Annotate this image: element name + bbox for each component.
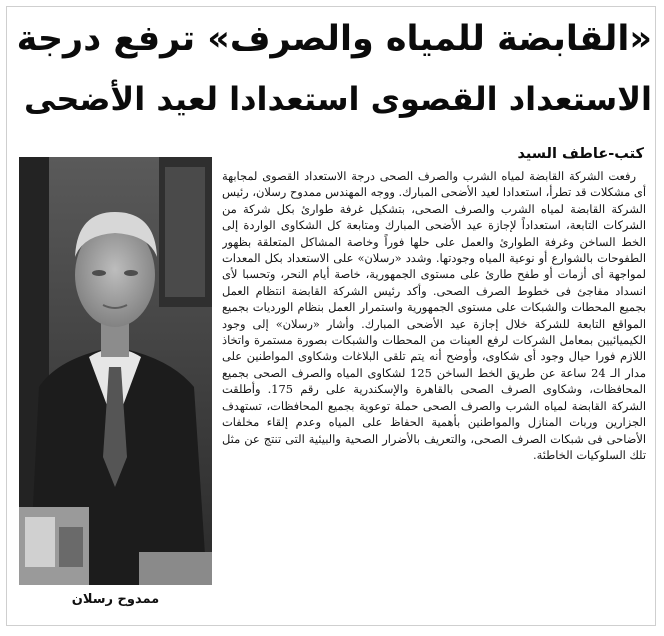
article-body-text: رفعت الشركة القابضة لمياه الشرب والصرف الصحى درجة الاستعداد القصوى لمجابهة أى مشكلات قد تطرأ، استعدادا لعيد الأضحى المبارك. ووجه المهندس ممدوح رسلان، رئيس الشركة القابضة لمياه الشرب والصرف الصحى، بتشكيل غرفة طوارئ بكل شركة من الشركات التابعة، استعداداً لإجازة عيد الأضحى المبارك ومتابعة كل الشكاوى الواردة إلى الخط الساخن وغرفة الطوارئ والعمل على حلها فوراً وخاصة المشاكل المتعلقة بظهور الطفوحات بالشوارع أو نوعية المياه وجودتها. وشدد «رسلان» على الاستعداد بكل المعدات لمواجهة أى أزمات أو طفح طارئ على مستوى الجمهورية، خاصة أيام النحر، وتحسبا لأى انسداد مفاجئ فى خطوط الصرف الصحى. وأكد رئيس الشركة القابضة انتظام العمل بجميع المحطات والشبكات على مستوى الجمهورية واستمرار العمل بنظام الورديات بجميع المواقع التابعة للشركة خلال إجازة عيد الأضحى المبارك. وأشار «رسلان» إلى وجود الكيميائيين بمعامل الشركات لرفع العينات من المحطات والشبكات بصورة مستمرة واتخاذ اللازم فورا حيال وجود أى شكاوى، وأوضح أنه يتم تلقى البلاغات وشكاوى المواطنين على مدار الـ 24 ساعة عن طريق الخط الساخن 125 لشكاوى المياه والصرف الصحى بجميع المحافظات، وشكاوى الصرف الصحى بالقاهرة والإسكندرية على رقم 175. وأطلقت الشركة القابضة لمياه الشرب والصرف الصحى حملة توعوية بجميع المحافظات، تستهدف الجزارين وربات المنازل والمواطنين بأهمية الحفاظ على المياه وعدم إلقاء مخلفات الأضاحى فى شبكات الصرف الصحى، والتعريف بالأضرار الصحية والبيئية التى تنتج عن مثل تلك السلوكيات الخاطئة. xyxy=(222,169,646,462)
byline: كتب-عاطف السيد xyxy=(517,146,644,162)
headline-line-1: «القابضة للمياه والصرف» ترفع درجة xyxy=(16,19,652,59)
photo-caption: ممدوح رسلان xyxy=(71,592,160,607)
article-body xyxy=(222,168,646,618)
headline-line-2: الاستعداد القصوى استعدادا لعيد الأضحى xyxy=(24,80,652,118)
portrait-photo xyxy=(19,157,212,585)
